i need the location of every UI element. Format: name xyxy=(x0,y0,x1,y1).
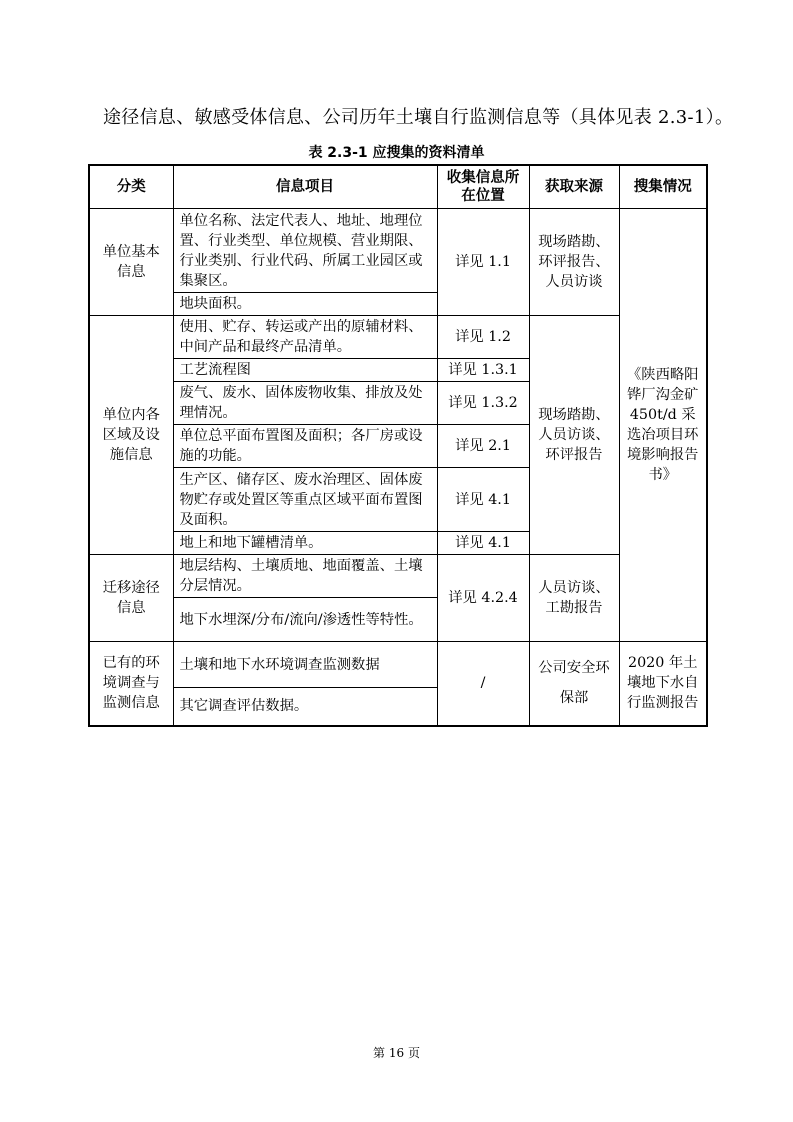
item-cell: 工艺流程图 xyxy=(173,359,437,382)
table-header-row xyxy=(89,165,707,209)
location-cell: 详见 4.2.4 xyxy=(437,555,529,642)
header-source: 获取来源 xyxy=(529,165,619,209)
location-cell: 详见 4.1 xyxy=(437,468,529,532)
item-cell: 使用、贮存、转运或产出的原辅材料、中间产品和最终产品清单。 xyxy=(173,316,437,359)
intro-paragraph: 途径信息、敏感受体信息、公司历年土壤自行监测信息等（具体见表 2.3-1）。 xyxy=(103,107,734,128)
source-cell: 现场踏勘、人员访谈、环评报告 xyxy=(529,316,619,555)
item-cell: 废气、废水、固体废物收集、排放及处理情况。 xyxy=(173,382,437,425)
item-cell: 生产区、储存区、废水治理区、固体废物贮存或处置区等重点区域平面布置图及面积。 xyxy=(173,468,437,532)
location-cell: / xyxy=(437,642,529,726)
status-cell: 2020 年土壤地下水自行监测报告 xyxy=(619,642,707,726)
location-cell: 详见 4.1 xyxy=(437,532,529,555)
item-cell: 地上和地下罐槽清单。 xyxy=(173,532,437,555)
source-cell: 人员访谈、工勘报告 xyxy=(529,555,619,642)
location-cell: 详见 1.3.2 xyxy=(437,382,529,425)
header-category: 分类 xyxy=(89,165,173,209)
source-cell: 现场踏勘、环评报告、人员访谈 xyxy=(529,209,619,316)
location-cell: 详见 1.2 xyxy=(437,316,529,359)
item-cell: 单位名称、法定代表人、地址、地理位置、行业类型、单位规模、营业期限、行业类别、行业代码、所属工业园区或集聚区。 xyxy=(173,209,437,293)
header-status: 搜集情况 xyxy=(619,165,707,209)
data-collection-table xyxy=(88,164,708,727)
table-row xyxy=(89,316,707,359)
status-cell: 《陕西略阳铧厂沟金矿450t/d 采选冶项目环境影响报告书》 xyxy=(619,209,707,642)
table-row xyxy=(89,555,707,598)
location-cell: 详见 2.1 xyxy=(437,425,529,468)
table-row xyxy=(89,209,707,293)
page-number: 第 16 页 xyxy=(373,1046,420,1060)
category-cell: 单位基本信息 xyxy=(89,209,173,316)
table-row xyxy=(89,642,707,688)
item-cell: 土壤和地下水环境调查监测数据 xyxy=(173,642,437,688)
item-cell: 地层结构、土壤质地、地面覆盖、土壤分层情况。 xyxy=(173,555,437,598)
location-cell: 详见 1.1 xyxy=(437,209,529,316)
item-cell: 其它调查评估数据。 xyxy=(173,688,437,726)
category-cell: 迁移途径信息 xyxy=(89,555,173,642)
item-cell: 地块面积。 xyxy=(173,293,437,316)
category-cell: 单位内各区域及设施信息 xyxy=(89,316,173,555)
table-caption: 表 2.3-1 应搜集的资料清单 xyxy=(308,145,485,161)
item-cell: 地下水埋深/分布/流向/渗透性等特性。 xyxy=(173,598,437,642)
location-cell: 详见 1.3.1 xyxy=(437,359,529,382)
item-cell: 单位总平面布置图及面积；各厂房或设施的功能。 xyxy=(173,425,437,468)
category-cell: 已有的环境调查与监测信息 xyxy=(89,642,173,726)
header-item: 信息项目 xyxy=(173,165,437,209)
header-location: 收集信息所在位置 xyxy=(437,165,529,209)
source-cell: 公司安全环保部 xyxy=(529,642,619,726)
